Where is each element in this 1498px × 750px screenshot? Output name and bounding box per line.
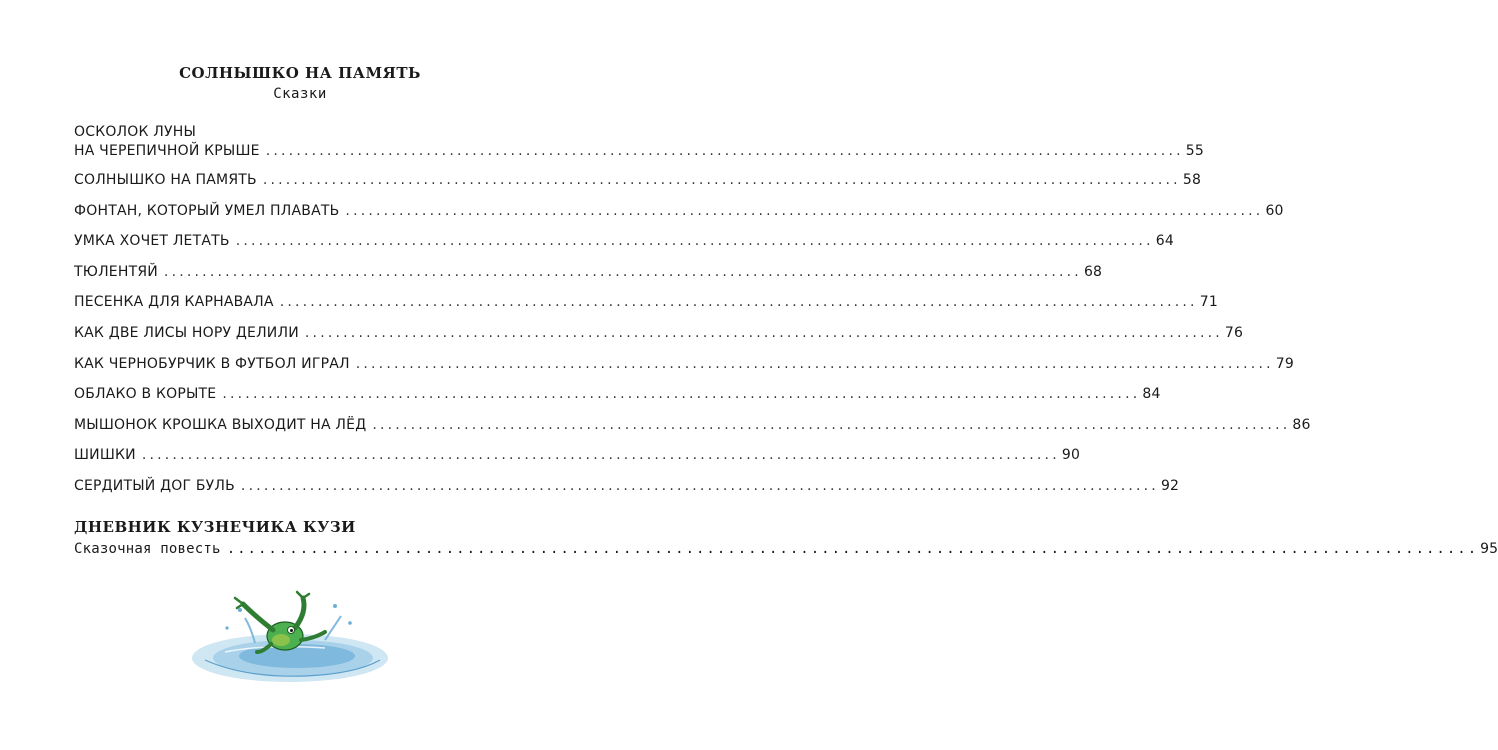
toc-entry-title: КАК ЧЕРНОБУРЧИК В ФУТБОЛ ИГРАЛ [74, 355, 350, 372]
toc-entry[interactable] [74, 231, 1174, 262]
dot-leader: ........................................................................................................................ [355, 355, 1274, 372]
frog-splash-icon [185, 588, 395, 688]
section-subtitle: Сказки [273, 86, 327, 102]
toc-entry-page: 68 [1083, 263, 1103, 280]
dot-leader: ........................................................................................................................ [235, 233, 1154, 250]
dot-leader: ........................................................................................................................ [163, 263, 1082, 280]
toc-entry-page: 55 [1185, 143, 1204, 159]
toc-entry-title: УМКА ХОЧЕТ ЛЕТАТЬ [74, 233, 230, 250]
toc-entry-title: ПЕСЕНКА ДЛЯ КАРНАВАЛА [74, 294, 274, 311]
toc-entry[interactable] [74, 415, 1311, 446]
dot-leader: ........................................................................................................................ [240, 477, 1159, 494]
dot-leader: ........................................................................................................................ [372, 416, 1291, 433]
toc-entry-page: 90 [1061, 447, 1081, 464]
toc-entry[interactable] [74, 262, 1103, 293]
dot-leader: ........................................................................................................................ [222, 386, 1141, 403]
toc-entry-page: 76 [1224, 324, 1244, 341]
toc-entry-title: Сказочная повесть [74, 541, 221, 557]
toc-entry-title: НА ЧЕРЕПИЧНОЙ КРЫШЕ [74, 143, 260, 159]
toc-entry-title: КАК ДВЕ ЛИСЫ НОРУ ДЕЛИЛИ [74, 324, 299, 341]
toc-entry-page: 64 [1155, 233, 1174, 250]
dot-leader: ........................................................................................................................ [265, 143, 1184, 159]
dot-leader: ........................................................................................................................ [304, 324, 1223, 341]
toc-entry-page: 86 [1292, 416, 1311, 433]
toc-entry-title: ОБЛАКО В КОРЫТЕ [74, 386, 217, 403]
toc-entry[interactable] [74, 122, 1204, 170]
toc-entry[interactable] [74, 354, 1294, 385]
toc-entry-title: МЫШОНОК КРОШКА ВЫХОДИТ НА ЛЁД [74, 416, 367, 433]
toc-entry-page: 60 [1265, 202, 1284, 219]
toc-list [74, 122, 1311, 507]
dot-leader: ........................................................................................................................ [262, 172, 1181, 188]
dot-leader: ........................................................................................................................ [345, 202, 1264, 219]
toc-entry-title: ШИШКИ [74, 447, 136, 464]
toc-entry-page: 92 [1160, 477, 1180, 494]
toc-entry-title-line1: ОСКОЛОК ЛУНЫ [74, 124, 197, 140]
toc-entry-title: СЕРДИТЫЙ ДОГ БУЛЬ [74, 477, 235, 494]
toc-entry[interactable] [74, 170, 1202, 201]
dot-leader: ........................................................................................................................ [141, 447, 1060, 464]
section-title: СОЛНЫШКО НА ПАМЯТЬ [179, 64, 421, 82]
toc-entry-page: 95 [1480, 541, 1498, 557]
toc-entry-title: ТЮЛЕНТЯЙ [74, 263, 158, 280]
toc-entry-title: ФОНТАН, КОТОРЫЙ УМЕЛ ПЛАВАТЬ [74, 202, 340, 219]
toc-entry[interactable] [74, 384, 1161, 415]
toc-entry[interactable] [74, 201, 1284, 232]
section2-title: ДНЕВНИК КУЗНЕЧИКА КУЗИ [74, 518, 356, 536]
toc-entry[interactable] [74, 292, 1218, 323]
dot-leader: ........................................................................................................................ [226, 541, 1479, 557]
toc-entry-title: СОЛНЫШКО НА ПАМЯТЬ [74, 172, 257, 188]
dot-leader: ........................................................................................................................ [279, 294, 1198, 311]
toc-entry-page: 71 [1199, 294, 1218, 311]
toc-entry-page: 84 [1142, 386, 1161, 403]
toc-entry-page: 79 [1275, 355, 1294, 372]
toc-entry[interactable] [74, 476, 1180, 507]
toc-entry[interactable] [74, 539, 1498, 559]
toc-entry[interactable] [74, 323, 1244, 354]
toc-entry[interactable] [74, 445, 1081, 476]
toc-entry-page: 58 [1182, 172, 1202, 188]
